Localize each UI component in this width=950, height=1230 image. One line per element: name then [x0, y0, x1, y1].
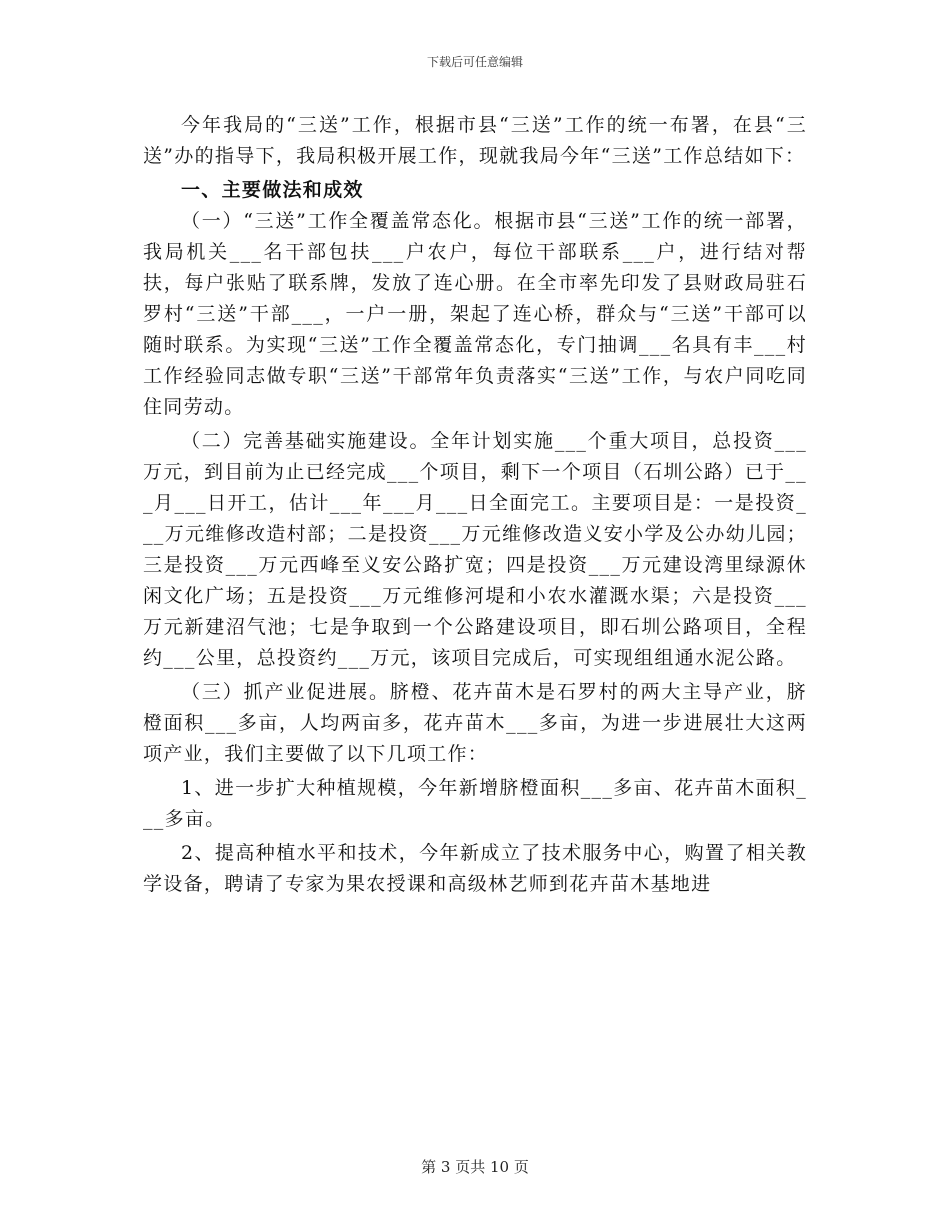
paragraph-3: （三）抓产业促进展。脐橙、花卉苗木是石罗村的两大主导产业，脐橙面积___多亩，人均两亩多，花卉苗木___多亩，为进一步进展壮大这两项产业，我们主要做了以下几项工作： — [143, 681, 807, 765]
paragraph-1: （一）“三送”工作全覆盖常态化。根据市县“三送”工作的统一部署，我局机关___名干部包扶___户农户，每位干部联系___户，进行结对帮扶，每户张贴了联系牌，发放了连心册。在全市率先印发了县财政局驻石罗村“三送”干部___，一户一册，架起了连心桥，群众与“三送”干部可以随时联系。为实现“三送”工作全覆盖常态化，专门抽调___名具有丰___村工作经验同志做专职“三送”干部常年负责落实“三送”工作，与农户同吃同住同劳动。 — [143, 210, 807, 418]
document-body — [143, 110, 807, 900]
paragraph-4: 1、进一步扩大种植规模，今年新增脐橙面积___多亩、花卉苗木面积___多亩。 — [143, 777, 807, 830]
page-footer: 第 3 页共 10 页 — [421, 1158, 529, 1176]
page-header: 下载后可任意编辑 — [426, 55, 523, 69]
paragraph-2: （二）完善基础实施建设。全年计划实施___个重大项目，总投资___万元，到目前为止已经完成___个项目，剩下一个项目（石圳公路）已于___月___日开工，估计___年___月___日全面完工。主要项目是：一是投资___万元维修改造村部；二是投资___万元维修改造义安小学及公办幼儿园；三是投资___万元西峰至义安公路扩宽；四是投资___万元建设湾里绿源休闲文化广场；五是投资___万元维修河堤和小农水灌溉水渠；六是投资___万元新建沼气池；七是争取到一个公路建设项目，即石圳公路项目，全程约___公里，总投资约___万元，该项目完成后，可实现组组通水泥公路。 — [143, 430, 807, 669]
section-heading: 一、主要做法和成效 — [181, 179, 364, 201]
paragraph-5: 2、提高种植水平和技术，今年新成立了技术服务中心，购置了相关教学设备，聘请了专家为果农授课和高级林艺师到花卉苗木基地进 — [143, 842, 807, 895]
intro-paragraph: 今年我局的“三送”工作，根据市县“三送”工作的统一布署，在县“三送”办的指导下，我局积极开展工作，现就我局今年“三送”工作总结如下： — [143, 114, 807, 167]
